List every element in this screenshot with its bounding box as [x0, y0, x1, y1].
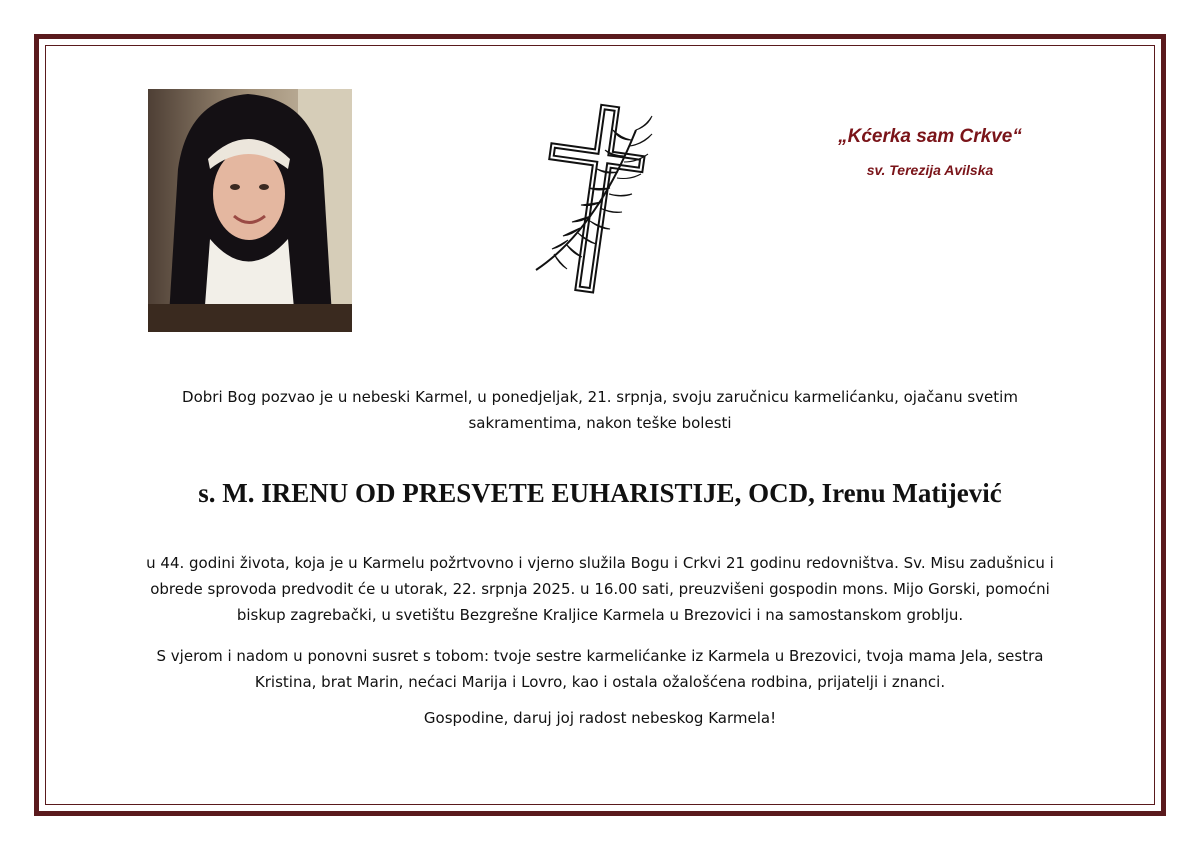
- mourners-paragraph: [90, 643, 1110, 695]
- cross-with-palm-branch-icon: [526, 100, 666, 300]
- closing-prayer: Gospodine, daruj joj radost nebeskog Karmela!: [423, 709, 777, 727]
- details-paragraph: [90, 550, 1110, 628]
- intro-line: Dobri Bog pozvao je u nebeski Karmel, u ponedjeljak, 21. srpnja, svoju zaručnicu karmelićanku, ojačanu svetim: [182, 388, 1018, 406]
- intro-paragraph: [100, 384, 1100, 436]
- quote-text: „Kćerka sam Crkve“: [838, 126, 1022, 147]
- deceased-name: s. M. IRENU OD PRESVETE EUHARISTIJE, OCD, Irenu Matijević: [198, 478, 1002, 508]
- mourners-line: Kristina, brat Marin, nećaci Marija i Lovro, kao i ostala ožalošćena rodbina, prijatelji i znanci.: [254, 673, 946, 691]
- mourners-line: S vjerom i nadom u ponovni susret s tobom: tvoje sestre karmelićanke iz Karmela u Brezovici, tvoja mama Jela, sestra: [156, 647, 1044, 665]
- details-line: biskup zagrebački, u svetištu Bezgrešne Kraljice Karmela u Brezovici i na samostanskom groblju.: [236, 606, 964, 624]
- portrait-photo: [148, 89, 352, 332]
- quote-author: sv. Terezija Avilska: [866, 162, 994, 178]
- details-line: u 44. godini života, koja je u Karmelu požrtvovno i vjerno služila Bogu i Crkvi 21 godinu redovništva. Sv. Misu zadušnicu i: [146, 554, 1054, 572]
- intro-line: sakramentima, nakon teške bolesti: [468, 414, 732, 432]
- details-line: obrede sprovoda predvodit će u utorak, 22. srpnja 2025. u 16.00 sati, preuzvišeni gospodin mons. Mijo Gorski, pomoćni: [150, 580, 1050, 598]
